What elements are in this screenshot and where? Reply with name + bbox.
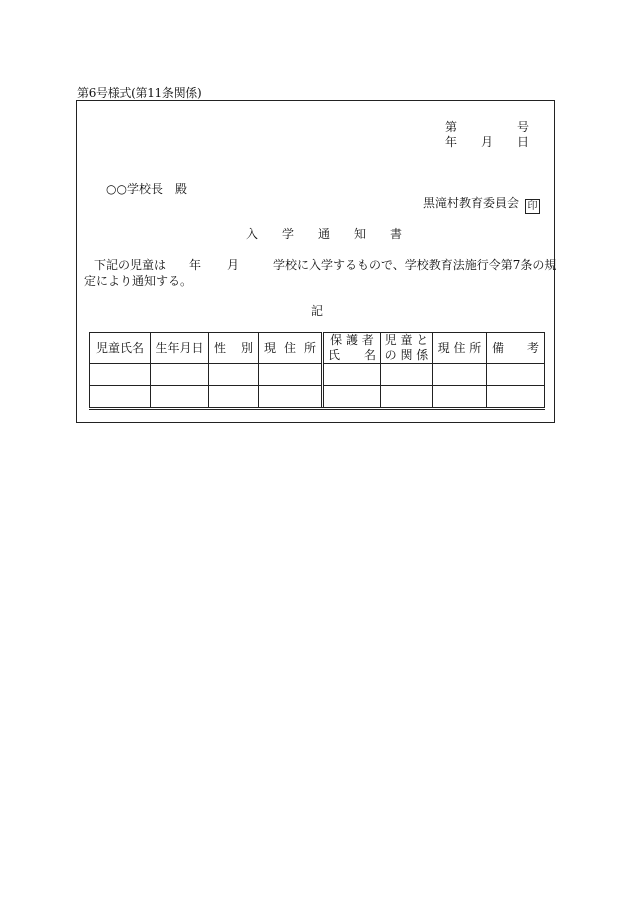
header-sex-char1: 性	[214, 340, 227, 355]
header-guardian-line2: 氏 名	[327, 348, 376, 362]
issuer	[423, 194, 540, 214]
table-header-row	[90, 333, 545, 364]
header-address	[259, 333, 323, 364]
header-birth-date: 生年月日	[151, 333, 209, 364]
header-remarks	[487, 333, 545, 364]
table-cell	[209, 364, 259, 386]
table-cell	[487, 364, 545, 386]
table-cell	[90, 364, 151, 386]
table-cell	[487, 386, 545, 409]
document-title: 入 学 通 知 書	[246, 227, 403, 241]
form-label: 第6号様式(第11条関係)	[77, 86, 202, 100]
body-line1-start: 下記の児童は	[94, 258, 167, 272]
header-guardian-name	[323, 333, 381, 364]
table-cell	[151, 386, 209, 409]
body-line1-end: 学校に入学するもので、学校教育法施行令第7条の規	[273, 258, 557, 272]
table-cell	[381, 386, 433, 409]
table-cell	[433, 364, 487, 386]
enrollment-table	[89, 332, 545, 410]
table-cell	[90, 386, 151, 409]
number-suffix: 号	[517, 120, 530, 134]
body-line2: 定により通知する。	[84, 274, 193, 288]
date-month: 月	[481, 135, 494, 149]
header-relation-line2: の 関 係	[384, 348, 429, 362]
header-relation	[381, 333, 433, 364]
header-address-char1: 現	[264, 340, 277, 355]
date-day: 日	[517, 135, 530, 149]
issuer-name: 黒滝村教育委員会	[423, 196, 520, 210]
header-address-char3: 所	[303, 340, 316, 355]
header-sex-char2: 別	[240, 340, 253, 355]
table-cell	[323, 386, 381, 409]
header-remarks-char1: 備	[492, 340, 505, 355]
notice-frame	[76, 100, 555, 423]
table-cell	[209, 386, 259, 409]
body-month: 月	[227, 258, 240, 272]
header-remarks-char2: 考	[526, 340, 539, 355]
ki-label: 記	[311, 304, 324, 318]
number-prefix: 第	[445, 120, 458, 134]
header-guardian-line1: 保 護 者	[330, 333, 374, 347]
table-cell	[259, 386, 323, 409]
date-year: 年	[445, 135, 458, 149]
table-cell	[433, 386, 487, 409]
header-guardian-address: 現 住 所	[433, 333, 487, 364]
body-year: 年	[189, 258, 202, 272]
addressee: ○○学校長 殿	[106, 182, 187, 196]
table-cell	[259, 364, 323, 386]
table-cell	[323, 364, 381, 386]
header-address-char2: 住	[283, 340, 296, 355]
table-row	[90, 386, 545, 409]
header-relation-line1: 児 童 と	[384, 333, 429, 347]
table-cell	[151, 364, 209, 386]
table-cell	[381, 364, 433, 386]
header-sex	[209, 333, 259, 364]
table-row	[90, 364, 545, 386]
header-child-name: 児童氏名	[90, 333, 151, 364]
seal-mark: 印	[525, 199, 540, 214]
